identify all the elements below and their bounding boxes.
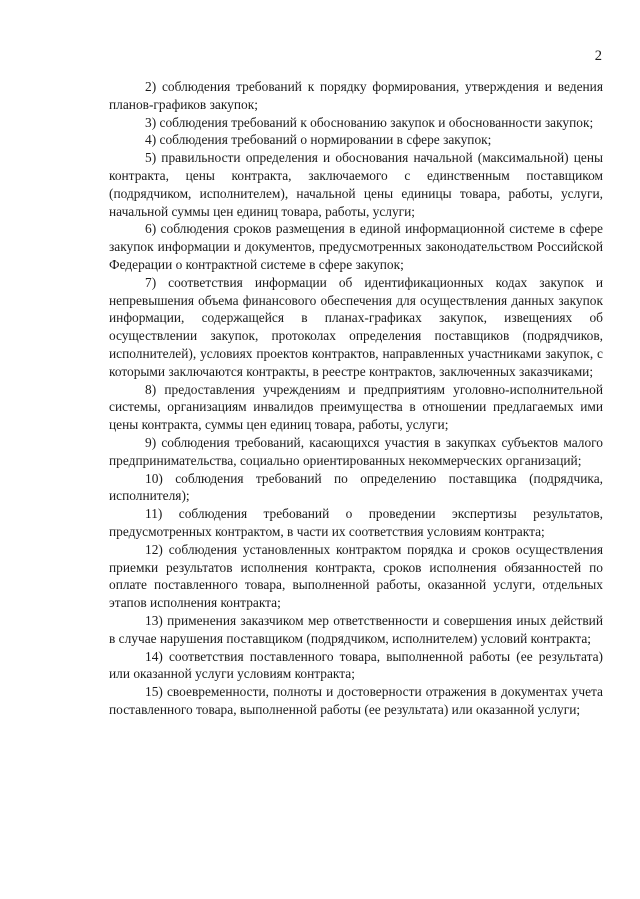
list-item: 3) соблюдения требований к обоснованию закупок и обоснованности закупок; (145, 114, 594, 130)
page-number: 2 (594, 48, 602, 64)
list-item: 11) соблюдения требований о проведении экспертизы результатов, предусмотренных контрактом, в части их соответствия условиям контракта; (109, 506, 603, 539)
document-body (109, 78, 603, 719)
list-item: 7) соответствия информации об идентификационных кодах закупок и непревышения объема финансового обеспечения для осуществления данных закупок информации, содержащейся в планах-графиках закупок, извещениях об осуществлении закупок, протоколах определения поставщиков (подрядчиков, исполнителей), условиях проектов контрактов, направленных участниками закупок, с которыми заключаются контракты, в реестре контрактов, заключенных заказчиками; (109, 274, 603, 379)
list-item: 15) своевременности, полноты и достоверности отражения в документах учета поставленного товара, выполненной работы (ее результата) или оказанной услуги; (109, 684, 603, 717)
list-item: 10) соблюдения требований по определению поставщика (подрядчика, исполнителя); (109, 470, 603, 504)
list-item: 12) соблюдения установленных контрактом порядка и сроков осуществления приемки результатов исполнения контракта, сроков исполнения обязанностей по оплате поставленного товара, выполненной работы, оказанной услуги, отдельных этапов исполнения контракта; (109, 541, 603, 611)
list-item: 13) применения заказчиком мер ответственности и совершения иных действий в случае нарушения поставщиком (подрядчиком, исполнителем) условий контракта; (109, 612, 603, 646)
list-item: 2) соблюдения требований к порядку формирования, утверждения и ведения планов-графиков закупок; (109, 79, 603, 112)
list-item: 8) предоставления учреждениям и предприятиям уголовно-исполнительной системы, организациям инвалидов преимущества в отношении предлагаемых ими цены контракта, суммы цен единиц товара, работы, услуги; (109, 381, 603, 433)
list-item: 4) соблюдения требований о нормировании в сфере закупок; (145, 132, 492, 148)
list-item: 9) соблюдения требований, касающихся участия в закупках субъектов малого предпринимательства, социально ориентированных некоммерческих организаций; (109, 434, 603, 468)
list-item: 6) соблюдения сроков размещения в единой информационной системе в сфере закупок информации и документов, предусмотренных законодательством Российской Федерации о контрактной системе в сфере закупок; (109, 221, 603, 272)
list-item: 14) соответствия поставленного товара, выполненной работы (ее результата) или оказанной услуги условиям контракта; (109, 648, 603, 682)
list-item: 5) правильности определения и обоснования начальной (максимальной) цены контракта, цены контракта, заключаемого с единственным поставщиком (подрядчиком, исполнителем), начальной цены единицы товара, работы, услуги, начальной суммы цен единиц товара, работы, услуги; (109, 150, 603, 219)
